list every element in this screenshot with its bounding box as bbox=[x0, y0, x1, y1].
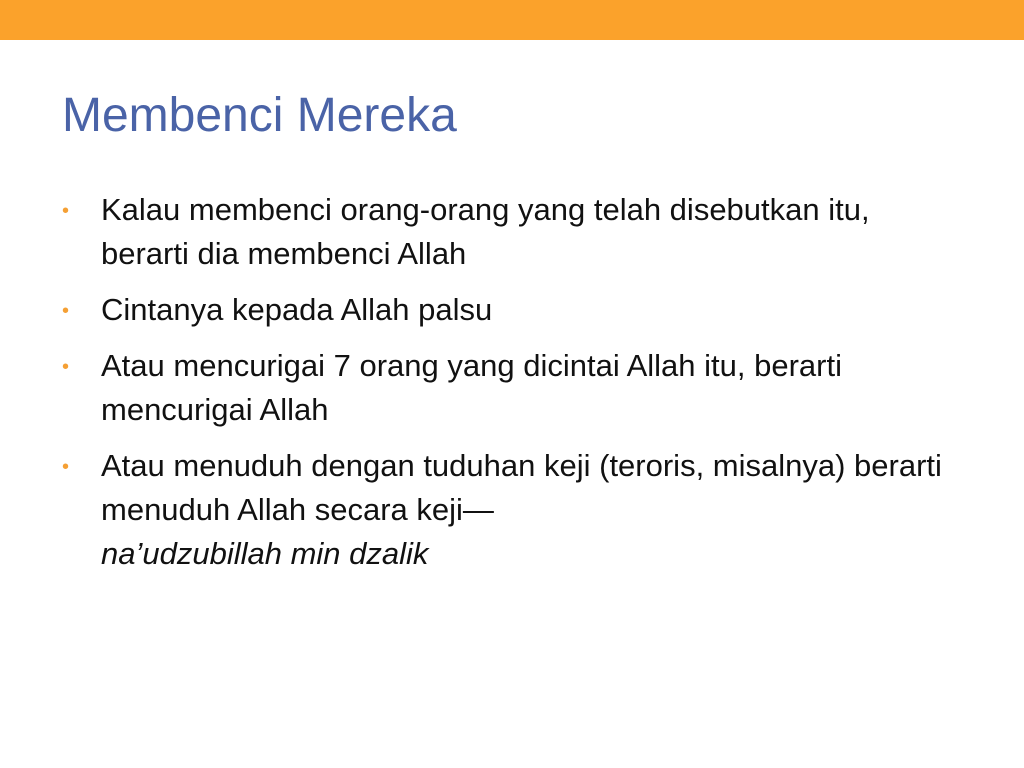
bullet-item bbox=[62, 188, 962, 276]
bullet-text: Cintanya kepada Allah palsu bbox=[101, 292, 493, 327]
bullet-item bbox=[62, 288, 962, 332]
bullet-text: Atau menuduh dengan tuduhan keji (teroris, misalnya) berarti menuduh Allah secara keji— bbox=[101, 448, 942, 527]
bullet-icon: • bbox=[62, 300, 70, 322]
bullet-text: Kalau membenci orang-orang yang telah disebutkan itu, berarti dia membenci Allah bbox=[101, 192, 870, 271]
bullet-item bbox=[62, 344, 962, 432]
bullet-item bbox=[62, 444, 962, 576]
bullet-italic-text: na’udzubillah min dzalik bbox=[101, 536, 429, 571]
bullet-icon: • bbox=[62, 200, 70, 222]
bullet-icon: • bbox=[62, 456, 70, 478]
top-accent-bar bbox=[0, 0, 1024, 40]
bullet-text: Atau mencurigai 7 orang yang dicintai Allah itu, berarti mencurigai Allah bbox=[101, 348, 842, 427]
slide-title: Membenci Mereka bbox=[62, 89, 457, 142]
bullet-list bbox=[62, 188, 962, 588]
bullet-icon: • bbox=[62, 356, 70, 378]
